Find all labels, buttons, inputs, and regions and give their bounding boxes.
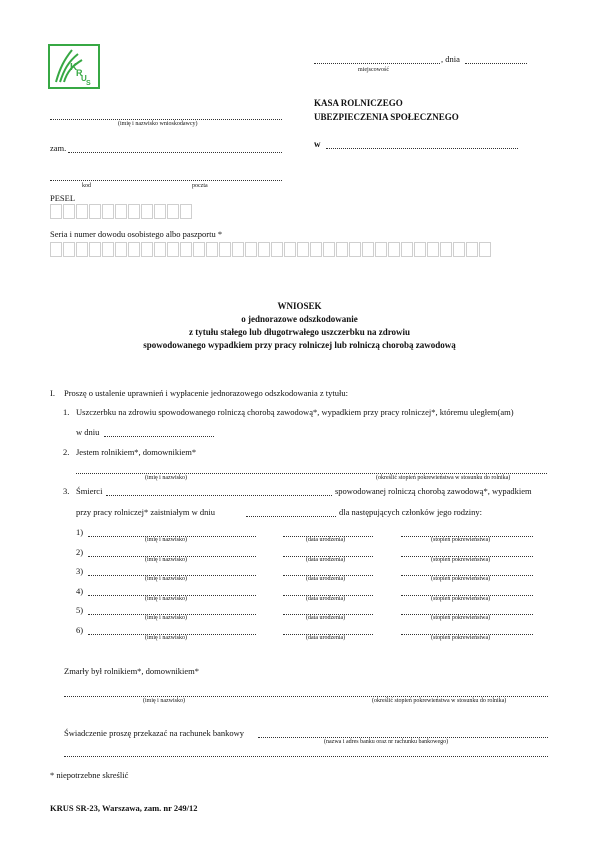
family-name-label: (imię i nazwisko) — [145, 595, 187, 602]
character-box[interactable] — [440, 242, 452, 257]
bank-label: (nazwa i adres banku oraz nr rachunku bankowego) — [324, 739, 449, 745]
character-box[interactable] — [375, 242, 387, 257]
family-name-label: (imię i nazwisko) — [145, 615, 187, 621]
family-degree-label: (stopień pokrewieństwa) — [431, 556, 491, 563]
character-box[interactable] — [258, 242, 270, 257]
footnote: * niepotrzebne skreślić — [50, 770, 129, 780]
character-box[interactable] — [115, 204, 127, 219]
institution-line1: KASA ROLNICZEGO — [314, 98, 403, 108]
family-birth-label: (data urodzenia) — [306, 576, 346, 582]
item3-deceased-line[interactable] — [106, 495, 332, 496]
applicant-name-label: (imię i nazwisko wnioskodawcy) — [118, 121, 198, 127]
character-box[interactable] — [180, 242, 192, 257]
family-degree-label: (stopień pokrewieństwa) — [431, 576, 491, 582]
character-box[interactable] — [63, 204, 75, 219]
character-box[interactable] — [180, 204, 192, 219]
place-label: miejscowość — [358, 67, 389, 73]
character-box[interactable] — [271, 242, 283, 257]
family-row-number: 4) — [76, 585, 84, 596]
krus-logo-graphic — [50, 46, 98, 87]
character-box[interactable] — [154, 242, 166, 257]
address-line[interactable] — [68, 152, 282, 153]
character-box[interactable] — [388, 242, 400, 257]
address-prefix: zam. — [50, 143, 67, 153]
character-box[interactable] — [323, 242, 335, 257]
character-box[interactable] — [102, 204, 114, 219]
character-box[interactable] — [232, 242, 244, 257]
section-intro: Proszę o ustalenie uprawnień i wypłacenie jednorazowego odszkodowania z tytułu: — [64, 388, 348, 398]
character-box[interactable] — [50, 204, 62, 219]
pesel-input[interactable] — [50, 204, 192, 219]
deceased-name-label: (imię i nazwisko) — [143, 698, 185, 704]
character-box[interactable] — [63, 242, 75, 257]
character-box[interactable] — [479, 242, 491, 257]
character-box[interactable] — [297, 242, 309, 257]
item2-text: Jestem rolnikiem*, domownikiem* — [76, 447, 197, 457]
character-box[interactable] — [362, 242, 374, 257]
title-line2: o jednorazowe odszkodowanie — [241, 314, 358, 324]
item2-line[interactable] — [76, 473, 547, 474]
bank-line1[interactable] — [258, 737, 548, 738]
place-line[interactable] — [314, 63, 440, 64]
family-name-label: (imię i nazwisko) — [145, 537, 187, 543]
character-box[interactable] — [219, 242, 231, 257]
item1-number: 1. — [63, 407, 70, 417]
postal-code-label: kod — [82, 183, 91, 189]
character-box[interactable] — [102, 242, 114, 257]
family-birth-label: (data urodzenia) — [306, 556, 346, 563]
item2-number: 2. — [63, 447, 70, 457]
character-box[interactable] — [206, 242, 218, 257]
svg-text:S: S — [86, 80, 91, 87]
krus-logo — [48, 44, 100, 89]
character-box[interactable] — [245, 242, 257, 257]
deceased-degree-label: (określić stopień pokrewieństwa w stosunku do rolnika) — [372, 698, 507, 704]
character-box[interactable] — [310, 242, 322, 257]
title-line1: WNIOSEK — [277, 301, 322, 311]
institution-city-line[interactable] — [326, 148, 518, 149]
item1-date-line[interactable] — [104, 436, 214, 437]
character-box[interactable] — [193, 242, 205, 257]
id-doc-label: Seria i numer dowodu osobistego albo paszportu * — [50, 229, 223, 239]
family-birth-label: (data urodzenia) — [306, 595, 346, 602]
date-prefix: , dnia — [441, 54, 460, 64]
character-box[interactable] — [89, 242, 101, 257]
character-box[interactable] — [128, 242, 140, 257]
form-footer: KRUS SR-23, Warszawa, zam. nr 249/12 — [50, 803, 198, 813]
family-birth-label: (data urodzenia) — [306, 634, 346, 641]
character-box[interactable] — [167, 204, 179, 219]
family-row-number: 5) — [76, 605, 84, 615]
item3-date-line[interactable] — [246, 516, 336, 517]
character-box[interactable] — [154, 204, 166, 219]
family-birth-label: (data urodzenia) — [306, 615, 346, 621]
pesel-label: PESEL — [50, 193, 76, 203]
family-birth-label: (data urodzenia) — [306, 537, 346, 543]
family-degree-label: (stopień pokrewieństwa) — [431, 615, 491, 621]
item3-text-d: dla następujących członków jego rodziny: — [339, 507, 483, 517]
family-name-label: (imię i nazwisko) — [145, 576, 187, 582]
item3-text-b: spowodowanej rolniczą chorobą zawodową*, wypadkiem — [335, 486, 532, 496]
date-line[interactable] — [465, 63, 527, 64]
deceased-line[interactable] — [64, 696, 548, 697]
id-doc-input[interactable] — [50, 242, 491, 257]
section-number: I. — [50, 388, 55, 398]
character-box[interactable] — [167, 242, 179, 257]
character-box[interactable] — [115, 242, 127, 257]
item3-text-c: przy pracy rolniczej* zaistniałym w dniu — [76, 507, 216, 517]
bank-line2[interactable] — [64, 756, 548, 757]
character-box[interactable] — [427, 242, 439, 257]
character-box[interactable] — [453, 242, 465, 257]
title-line4: spowodowanego wypadkiem przy pracy rolniczej lub rolniczą chorobą zawodową — [143, 340, 456, 350]
family-row-number: 1) — [76, 527, 84, 537]
character-box[interactable] — [76, 204, 88, 219]
item1-text: Uszczerbku na zdrowiu spowodowanego rolniczą chorobą zawodową*, wypadkiem przy pracy rolniczej*, któremu uległem(am) — [76, 407, 514, 417]
applicant-name-line[interactable] — [50, 119, 282, 120]
family-degree-label: (stopień pokrewieństwa) — [431, 595, 491, 602]
item2-name-label: (imię i nazwisko) — [145, 475, 187, 481]
character-box[interactable] — [50, 242, 62, 257]
item3-number: 3. — [63, 486, 70, 496]
family-row-number: 2) — [76, 546, 84, 557]
title-line3: z tytułu stałego lub długotrwałego uszczerbku na zdrowiu — [188, 327, 411, 337]
family-row-number: 6) — [76, 624, 84, 635]
character-box[interactable] — [414, 242, 426, 257]
institution-w: w — [314, 139, 321, 149]
family-row-number: 3) — [76, 566, 84, 576]
character-box[interactable] — [128, 204, 140, 219]
institution-line2: UBEZPIECZENIA SPOŁECZNEGO — [314, 112, 459, 122]
character-box[interactable] — [349, 242, 361, 257]
character-box[interactable] — [141, 242, 153, 257]
item2-degree-label: (określić stopień pokrewieństwa w stosunku do rolnika) — [376, 475, 511, 481]
svg-text:U: U — [81, 74, 87, 83]
character-box[interactable] — [336, 242, 348, 257]
deceased-status-text: Zmarły był rolnikiem*, domownikiem* — [64, 666, 200, 676]
character-box[interactable] — [401, 242, 413, 257]
character-box[interactable] — [284, 242, 296, 257]
character-box[interactable] — [89, 204, 101, 219]
item1-date-label: w dniu — [76, 427, 100, 437]
bank-text: Świadczenie proszę przekazać na rachunek bankowy — [64, 728, 245, 738]
family-degree-label: (stopień pokrewieństwa) — [431, 634, 491, 641]
character-box[interactable] — [141, 204, 153, 219]
svg-text:K: K — [70, 62, 78, 73]
family-name-label: (imię i nazwisko) — [145, 634, 187, 641]
post-office-label: poczta — [192, 183, 208, 189]
postal-line[interactable] — [50, 180, 282, 181]
family-degree-label: (stopień pokrewieństwa) — [431, 537, 491, 543]
svg-text:R: R — [76, 68, 83, 78]
character-box[interactable] — [466, 242, 478, 257]
character-box[interactable] — [76, 242, 88, 257]
item3-text-a: Śmierci — [76, 486, 103, 496]
family-name-label: (imię i nazwisko) — [145, 556, 187, 563]
